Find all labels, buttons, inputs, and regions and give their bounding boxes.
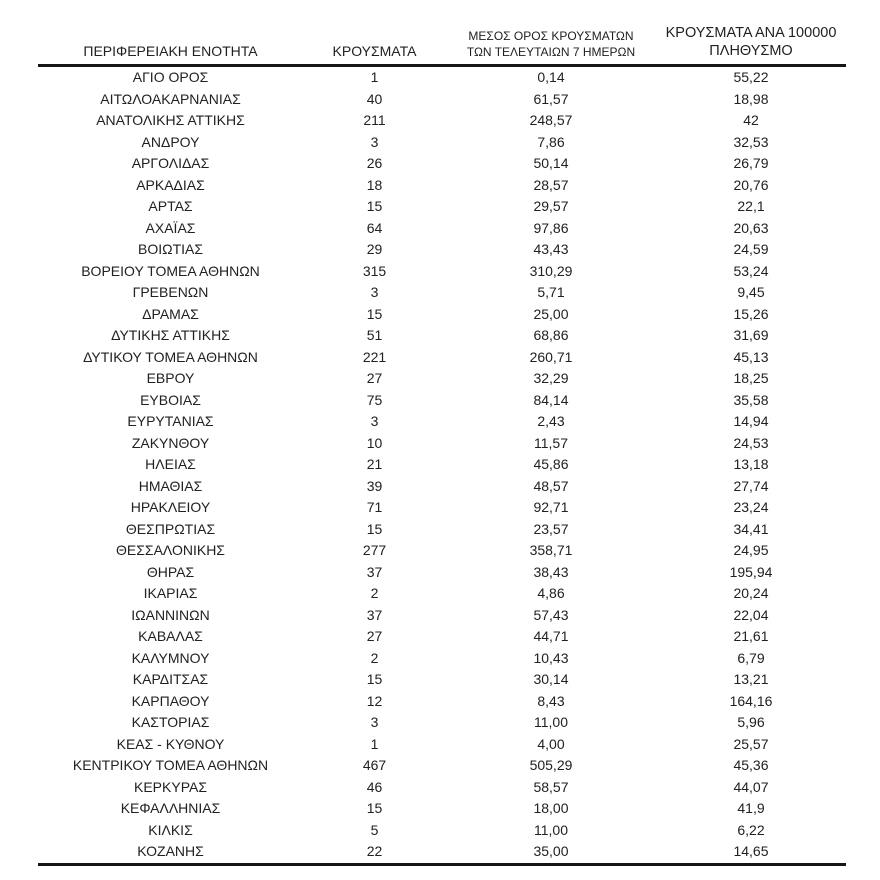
avg7-cell: 11,00 bbox=[534, 821, 568, 838]
table-row bbox=[38, 261, 846, 283]
region-cell: ΑΓΙΟ ΟΡΟΣ bbox=[132, 69, 209, 85]
table-row bbox=[38, 820, 846, 842]
avg7-cell: 248,57 bbox=[529, 112, 573, 128]
avg7-cell: 310,29 bbox=[529, 262, 573, 279]
region-cell: ΗΡΑΚΛΕΙΟΥ bbox=[130, 499, 211, 515]
avg7-cell: 68,86 bbox=[533, 327, 569, 343]
region-cell: ΕΥΒΟΙΑΣ bbox=[140, 391, 201, 408]
cases-cell: 315 bbox=[362, 262, 387, 279]
table-row bbox=[38, 626, 846, 648]
per100k-cell: 42 bbox=[743, 112, 759, 128]
header-region-label: ΠΕΡΙΦΕΡΕΙΑΚΗ ΕΝΟΤΗΤΑ bbox=[83, 43, 258, 59]
header-per100k-line2: ΠΛΗΘΥΣΜΟ bbox=[709, 43, 793, 59]
avg7-cell: 505,29 bbox=[529, 757, 573, 773]
table-row bbox=[38, 347, 846, 369]
table-row bbox=[38, 583, 846, 605]
per100k-cell: 32,53 bbox=[733, 133, 769, 150]
per100k-cell: 20,76 bbox=[733, 176, 769, 193]
avg7-cell: 58,57 bbox=[533, 778, 569, 795]
avg7-cell: 97,86 bbox=[533, 219, 569, 236]
region-cell: ΑΡΚΑΔΙΑΣ bbox=[136, 176, 205, 193]
per100k-cell: 55,22 bbox=[733, 69, 769, 85]
region-cell: ΕΥΡΥΤΑΝΙΑΣ bbox=[127, 413, 214, 429]
per100k-cell: 9,45 bbox=[737, 284, 765, 300]
region-cell: ΙΚΑΡΙΑΣ bbox=[143, 585, 198, 601]
table-row bbox=[38, 605, 846, 627]
region-cell: ΒΟΙΩΤΙΑΣ bbox=[137, 241, 204, 257]
avg7-cell: 38,43 bbox=[533, 563, 569, 580]
cases-cell: 5 bbox=[370, 821, 379, 838]
avg7-cell: 10,43 bbox=[533, 649, 569, 666]
cases-cell: 15 bbox=[366, 520, 383, 537]
cases-cell: 15 bbox=[366, 800, 383, 816]
avg7-cell: 7,86 bbox=[537, 133, 565, 150]
region-cell: ΑΝΔΡΟΥ bbox=[141, 133, 200, 150]
per100k-cell: 26,79 bbox=[733, 155, 769, 171]
table-row bbox=[38, 196, 846, 218]
header-avg7-line1: ΜΕΣΟΣ ΟΡΟΣ ΚΡΟΥΣΜΑΤΩΝ bbox=[468, 29, 634, 43]
region-cell: ΚΙΛΚΙΣ bbox=[148, 821, 193, 838]
region-cell: ΚΟΖΑΝΗΣ bbox=[137, 843, 204, 859]
avg7-cell: 2,43 bbox=[537, 413, 565, 429]
cases-cell: 27 bbox=[366, 370, 383, 386]
header-cases bbox=[303, 24, 446, 66]
per100k-cell: 44,07 bbox=[733, 778, 769, 795]
avg7-cell: 50,14 bbox=[533, 155, 569, 171]
avg7-cell: 11,00 bbox=[534, 714, 568, 730]
region-cell: ΚΑΣΤΟΡΙΑΣ bbox=[131, 714, 210, 730]
region-cell: ΓΡΕΒΕΝΩΝ bbox=[132, 284, 209, 300]
avg7-cell: 43,43 bbox=[533, 241, 569, 257]
avg7-cell: 45,86 bbox=[533, 456, 569, 472]
per100k-cell: 25,57 bbox=[733, 735, 769, 752]
per100k-cell: 24,53 bbox=[733, 434, 769, 451]
avg7-cell: 57,43 bbox=[533, 606, 569, 623]
table-row bbox=[38, 540, 846, 562]
region-cell: ΑΧΑΪΑΣ bbox=[145, 219, 196, 236]
region-cell: ΚΑΡΠΑΘΟΥ bbox=[131, 692, 210, 709]
table-row bbox=[38, 734, 846, 756]
avg7-cell: 35,00 bbox=[533, 843, 569, 859]
per100k-cell: 18,98 bbox=[733, 90, 769, 107]
per100k-cell: 20,63 bbox=[733, 219, 769, 236]
per100k-cell: 13,21 bbox=[733, 671, 769, 687]
table-row bbox=[38, 218, 846, 240]
region-cell: ΚΑΛΥΜΝΟΥ bbox=[131, 649, 210, 666]
per100k-cell: 31,69 bbox=[733, 327, 769, 343]
per100k-cell: 20,24 bbox=[733, 585, 769, 601]
per100k-cell: 34,41 bbox=[733, 520, 769, 537]
cases-cell: 10 bbox=[366, 434, 383, 451]
per100k-cell: 14,65 bbox=[733, 843, 769, 859]
table-row bbox=[38, 648, 846, 670]
region-cell: ΖΑΚΥΝΘΟΥ bbox=[131, 434, 210, 451]
avg7-cell: 25,00 bbox=[533, 305, 569, 322]
table-row bbox=[38, 691, 846, 713]
cases-cell: 39 bbox=[366, 477, 383, 494]
per100k-cell: 23,24 bbox=[733, 499, 769, 515]
avg7-cell: 32,29 bbox=[533, 370, 569, 386]
cases-cell: 37 bbox=[366, 606, 383, 623]
region-cell: ΘΕΣΠΡΩΤΙΑΣ bbox=[125, 520, 216, 537]
table-row bbox=[38, 110, 846, 132]
region-cell: ΗΛΕΙΑΣ bbox=[145, 456, 196, 472]
avg7-cell: 260,71 bbox=[529, 348, 573, 365]
region-cell: ΚΕΝΤΡΙΚΟΥ ΤΟΜΕΑ ΑΘΗΝΩΝ bbox=[72, 757, 269, 773]
cases-cell: 64 bbox=[366, 219, 383, 236]
avg7-cell: 23,57 bbox=[533, 520, 569, 537]
cases-cell: 221 bbox=[362, 348, 387, 365]
avg7-cell: 92,71 bbox=[533, 499, 569, 515]
cases-cell: 29 bbox=[366, 241, 383, 257]
table-row bbox=[38, 798, 846, 820]
table-row bbox=[38, 519, 846, 541]
cases-cell: 40 bbox=[366, 90, 383, 107]
cases-cell: 15 bbox=[366, 198, 383, 214]
cases-cell: 3 bbox=[370, 413, 379, 429]
table-row bbox=[38, 777, 846, 799]
header-cases-label: ΚΡΟΥΣΜΑΤΑ bbox=[332, 43, 417, 59]
table-row bbox=[38, 841, 846, 864]
table-row bbox=[38, 282, 846, 304]
per100k-cell: 195,94 bbox=[729, 563, 773, 580]
cases-cell: 2 bbox=[370, 585, 379, 601]
avg7-cell: 84,14 bbox=[533, 391, 569, 408]
cases-cell: 15 bbox=[366, 671, 383, 687]
cases-cell: 277 bbox=[362, 542, 387, 558]
header-avg7-line2: ΤΩΝ ΤΕΛΕΥΤΑΙΩΝ 7 ΗΜΕΡΩΝ bbox=[466, 45, 636, 59]
table-header bbox=[38, 24, 846, 66]
table-row bbox=[38, 755, 846, 777]
region-cell: ΗΜΑΘΙΑΣ bbox=[138, 477, 203, 494]
region-cell: ΒΟΡΕΙΟΥ ΤΟΜΕΑ ΑΘΗΝΩΝ bbox=[81, 262, 260, 279]
region-cell: ΑΙΤΩΛΟΑΚΑΡΝΑΝΙΑΣ bbox=[100, 90, 241, 107]
regional-cases-table bbox=[38, 24, 846, 866]
cases-cell: 21 bbox=[366, 456, 383, 472]
table-row bbox=[38, 669, 846, 691]
cases-cell: 12 bbox=[366, 692, 383, 709]
avg7-cell: 8,43 bbox=[537, 692, 565, 709]
header-avg7 bbox=[446, 24, 656, 66]
table-row bbox=[38, 390, 846, 412]
table-row bbox=[38, 175, 846, 197]
cases-cell: 3 bbox=[370, 714, 379, 730]
cases-cell: 37 bbox=[366, 563, 383, 580]
cases-cell: 46 bbox=[366, 778, 383, 795]
cases-cell: 18 bbox=[366, 176, 383, 193]
cases-cell: 211 bbox=[363, 112, 386, 128]
region-cell: ΘΕΣΣΑΛΟΝΙΚΗΣ bbox=[116, 542, 225, 558]
cases-cell: 467 bbox=[362, 757, 387, 773]
cases-cell: 71 bbox=[366, 499, 383, 515]
per100k-cell: 24,59 bbox=[733, 241, 769, 257]
table-row bbox=[38, 239, 846, 261]
avg7-cell: 0,14 bbox=[537, 69, 565, 85]
per100k-cell: 27,74 bbox=[733, 477, 769, 494]
per100k-cell: 6,22 bbox=[737, 821, 765, 838]
avg7-cell: 5,71 bbox=[537, 284, 565, 300]
region-cell: ΑΡΤΑΣ bbox=[148, 198, 193, 214]
table-row bbox=[38, 712, 846, 734]
per100k-cell: 22,04 bbox=[733, 606, 769, 623]
per100k-cell: 14,94 bbox=[733, 413, 769, 429]
per100k-cell: 24,95 bbox=[733, 542, 769, 558]
region-cell: ΔΥΤΙΚΗΣ ΑΤΤΙΚΗΣ bbox=[111, 327, 230, 343]
region-cell: ΚΕΑΣ - ΚΥΘΝΟΥ bbox=[116, 735, 225, 752]
per100k-cell: 6,79 bbox=[737, 649, 765, 666]
cases-cell: 15 bbox=[366, 305, 383, 322]
per100k-cell: 53,24 bbox=[733, 262, 769, 279]
region-cell: ΑΝΑΤΟΛΙΚΗΣ ΑΤΤΙΚΗΣ bbox=[96, 112, 245, 128]
per100k-cell: 35,58 bbox=[733, 391, 769, 408]
avg7-cell: 30,14 bbox=[533, 671, 569, 687]
region-cell: ΚΕΦΑΛΛΗΝΙΑΣ bbox=[120, 800, 221, 816]
cases-cell: 1 bbox=[370, 69, 379, 85]
region-cell: ΚΑΒΑΛΑΣ bbox=[138, 628, 203, 644]
avg7-cell: 11,57 bbox=[534, 434, 568, 451]
cases-cell: 22 bbox=[366, 843, 383, 859]
cases-cell: 51 bbox=[366, 327, 383, 343]
table-row bbox=[38, 433, 846, 455]
avg7-cell: 4,86 bbox=[537, 585, 565, 601]
avg7-cell: 28,57 bbox=[533, 176, 569, 193]
region-cell: ΕΒΡΟΥ bbox=[146, 370, 195, 386]
avg7-cell: 29,57 bbox=[533, 198, 569, 214]
table-row bbox=[38, 132, 846, 154]
avg7-cell: 358,71 bbox=[529, 542, 573, 558]
avg7-cell: 61,57 bbox=[533, 90, 569, 107]
cases-cell: 1 bbox=[370, 735, 379, 752]
per100k-cell: 41,9 bbox=[737, 800, 765, 816]
table-row bbox=[38, 476, 846, 498]
region-cell: ΚΑΡΔΙΤΣΑΣ bbox=[132, 671, 209, 687]
header-per100k bbox=[656, 24, 846, 66]
cases-cell: 3 bbox=[370, 284, 379, 300]
per100k-cell: 18,25 bbox=[733, 370, 769, 386]
table-body bbox=[38, 66, 846, 865]
table-row bbox=[38, 368, 846, 390]
table-row bbox=[38, 304, 846, 326]
table-row bbox=[38, 153, 846, 175]
per100k-cell: 45,36 bbox=[733, 757, 769, 773]
header-row bbox=[38, 24, 846, 66]
region-cell: ΙΩΑΝΝΙΝΩΝ bbox=[131, 606, 210, 623]
per100k-cell: 13,18 bbox=[733, 456, 769, 472]
per100k-cell: 45,13 bbox=[733, 348, 769, 365]
region-cell: ΚΕΡΚΥΡΑΣ bbox=[134, 778, 207, 795]
table-row bbox=[38, 89, 846, 111]
avg7-cell: 44,71 bbox=[533, 628, 569, 644]
per100k-cell: 15,26 bbox=[733, 305, 769, 322]
cases-cell: 75 bbox=[366, 391, 383, 408]
cases-cell: 3 bbox=[370, 133, 379, 150]
region-cell: ΘΗΡΑΣ bbox=[146, 563, 195, 580]
per100k-cell: 5,96 bbox=[737, 714, 765, 730]
cases-cell: 26 bbox=[366, 155, 383, 171]
table-row bbox=[38, 66, 846, 89]
per100k-cell: 164,16 bbox=[729, 692, 773, 709]
avg7-cell: 4,00 bbox=[537, 735, 565, 752]
region-cell: ΔΡΑΜΑΣ bbox=[142, 305, 199, 322]
region-cell: ΔΥΤΙΚΟΥ ΤΟΜΕΑ ΑΘΗΝΩΝ bbox=[83, 348, 258, 365]
avg7-cell: 18,00 bbox=[533, 800, 569, 816]
header-per100k-line1: ΚΡΟΥΣΜΑΤΑ ΑΝΑ 100000 bbox=[665, 25, 837, 41]
per100k-cell: 22,1 bbox=[737, 198, 765, 214]
region-cell: ΑΡΓΟΛΙΔΑΣ bbox=[131, 155, 210, 171]
avg7-cell: 48,57 bbox=[533, 477, 569, 494]
per100k-cell: 21,61 bbox=[733, 628, 769, 644]
table-row bbox=[38, 562, 846, 584]
table-row bbox=[38, 454, 846, 476]
cases-cell: 27 bbox=[366, 628, 383, 644]
table-row bbox=[38, 497, 846, 519]
cases-cell: 2 bbox=[370, 649, 379, 666]
header-region bbox=[38, 24, 303, 66]
table-row bbox=[38, 411, 846, 433]
table-row bbox=[38, 325, 846, 347]
